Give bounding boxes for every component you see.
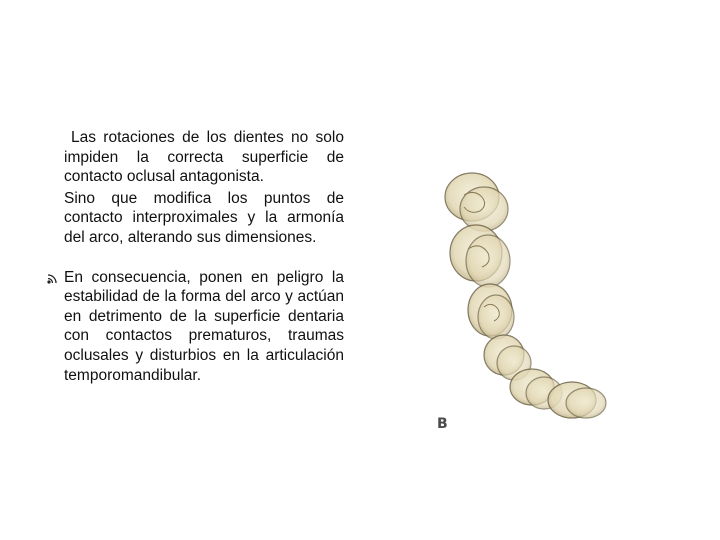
tooth-3 (468, 284, 514, 339)
wifi-bullet-icon (45, 270, 61, 286)
paragraph-contacts: Sino que modifica los puntos de contacto interproximales y la armonía del arco, alterando sus dimensiones. (64, 189, 344, 246)
tooth-6 (548, 382, 606, 418)
bullet-paragraph (64, 268, 344, 386)
figure-label: B (437, 416, 448, 432)
dental-arch-illustration (432, 165, 622, 430)
bullet-paragraph-text: En consecuencia, ponen en peligro la estabilidad de la forma del arco y actúan en detrimento de la superficie dentaria con contactos prematuros, traumas oclusales y disturbios en la articulación temporomandibular. (64, 268, 344, 384)
tooth-2 (450, 225, 510, 287)
text-block (64, 128, 344, 387)
paragraph-rotations: Las rotaciones de los dientes no solo impiden la correcta superficie de contacto oclusal antagonista. (64, 129, 344, 186)
tooth-1 (445, 173, 508, 231)
